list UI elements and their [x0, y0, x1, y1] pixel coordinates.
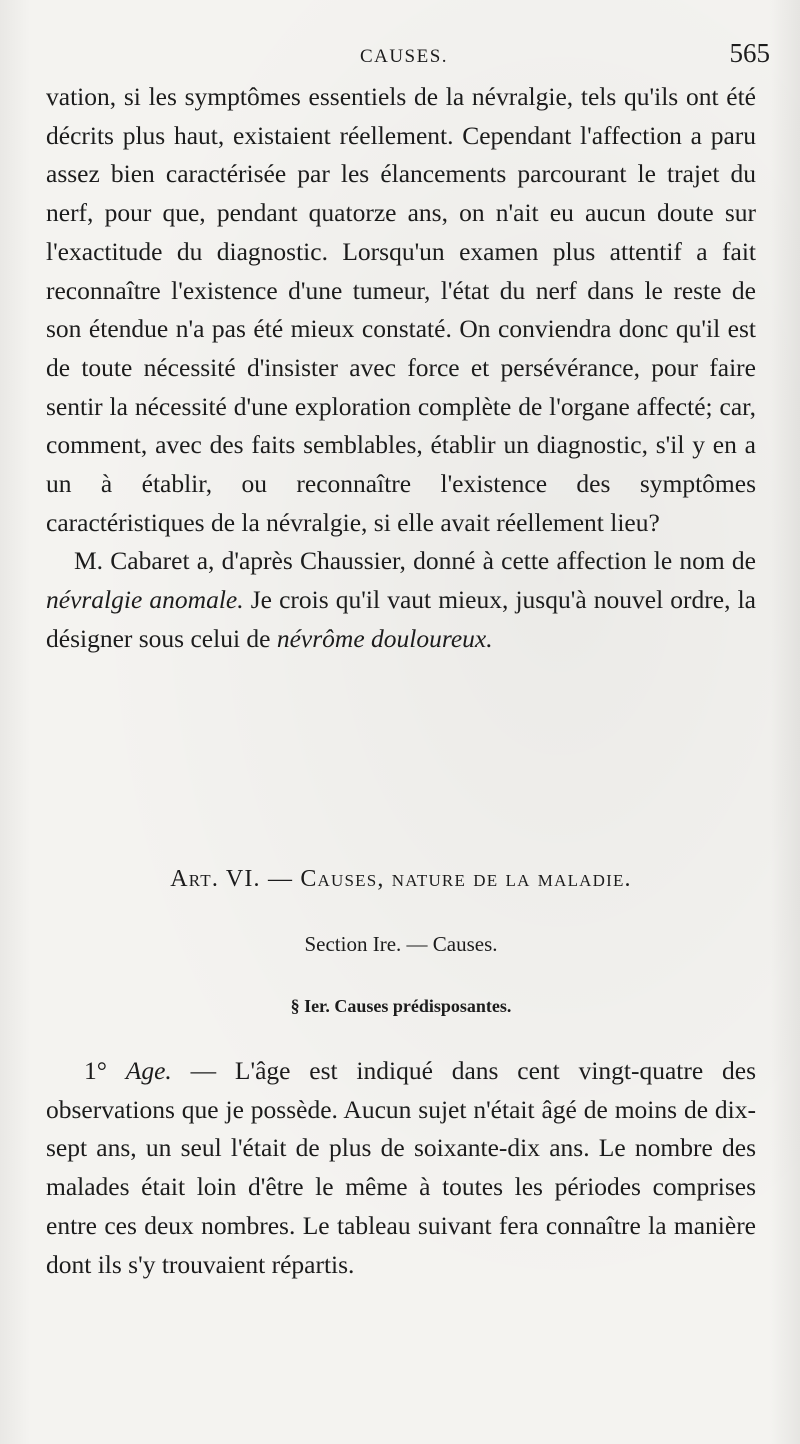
term-age: Age. [125, 1056, 172, 1085]
paragraph-diagnostic: vation, si les symptômes essentiels de la névralgie, tels qu'ils ont été décrits plus haut, existaient réellement. Cependant l'affection a paru assez bien caractérisée par les élancements parcourant le trajet du nerf, pour que, pendant quatorze ans, on n'ait eu aucun doute sur l'exactitude du diagnostic. Lorsqu'un examen plus attentif a fait reconnaître l'existence d'une tumeur, l'état du nerf dans le reste de son étendue n'a pas été mieux constaté. On conviendra donc qu'il est de toute nécessité d'insister avec force et persévérance, pour faire sentir la nécessité d'une exploration complète de l'organe affecté; car, comment, avec des faits semblables, établir un diagnostic, s'il y en a un à établir, ou reconnaître l'existence des symptômes caractéristiques de la névralgie, si elle avait réellement lieu? [46, 82, 756, 537]
term-nevralgie-anomale: névralgie anomale. [46, 585, 244, 615]
page-number: 565 [729, 38, 770, 68]
body-text-age [46, 1052, 756, 1284]
article-heading: Art. VI. — Causes, nature de la maladie. [170, 866, 632, 892]
running-head: CAUSES. [359, 46, 449, 67]
page-header [44, 38, 770, 78]
subsection-heading: § Ier. Causes prédisposantes. [290, 996, 512, 1016]
paragraph-naming-middle: Je crois qu'il vaut mieux, jusqu'à nouvel ordre, la désigner sous celui de [46, 585, 756, 653]
paragraph-age-text: — L'âge est indiqué dans cent vingt-quatre des observations que je possède. Aucun sujet n'était âgé de moins de dix-sept ans, un seul l'était de plus de soixante-dix ans. Le nombre des malades était loin d'être le même à toutes les périodes comprises entre ces deux nombres. Le tableau suivant fera connaître la manière dont ils s'y trouvaient répartis. [46, 1056, 756, 1279]
section-heading: Section Ire. — Causes. [304, 932, 498, 956]
item-number: 1° [84, 1056, 126, 1085]
paragraph-naming [46, 542, 756, 658]
term-nevrome-douloureux: névrôme douloureux. [276, 623, 493, 653]
paragraph-age [46, 1052, 756, 1284]
body-text [46, 78, 756, 659]
paragraph-naming-start: M. Cabaret a, d'après Chaussier, donné à cette affection le nom de [74, 546, 756, 576]
